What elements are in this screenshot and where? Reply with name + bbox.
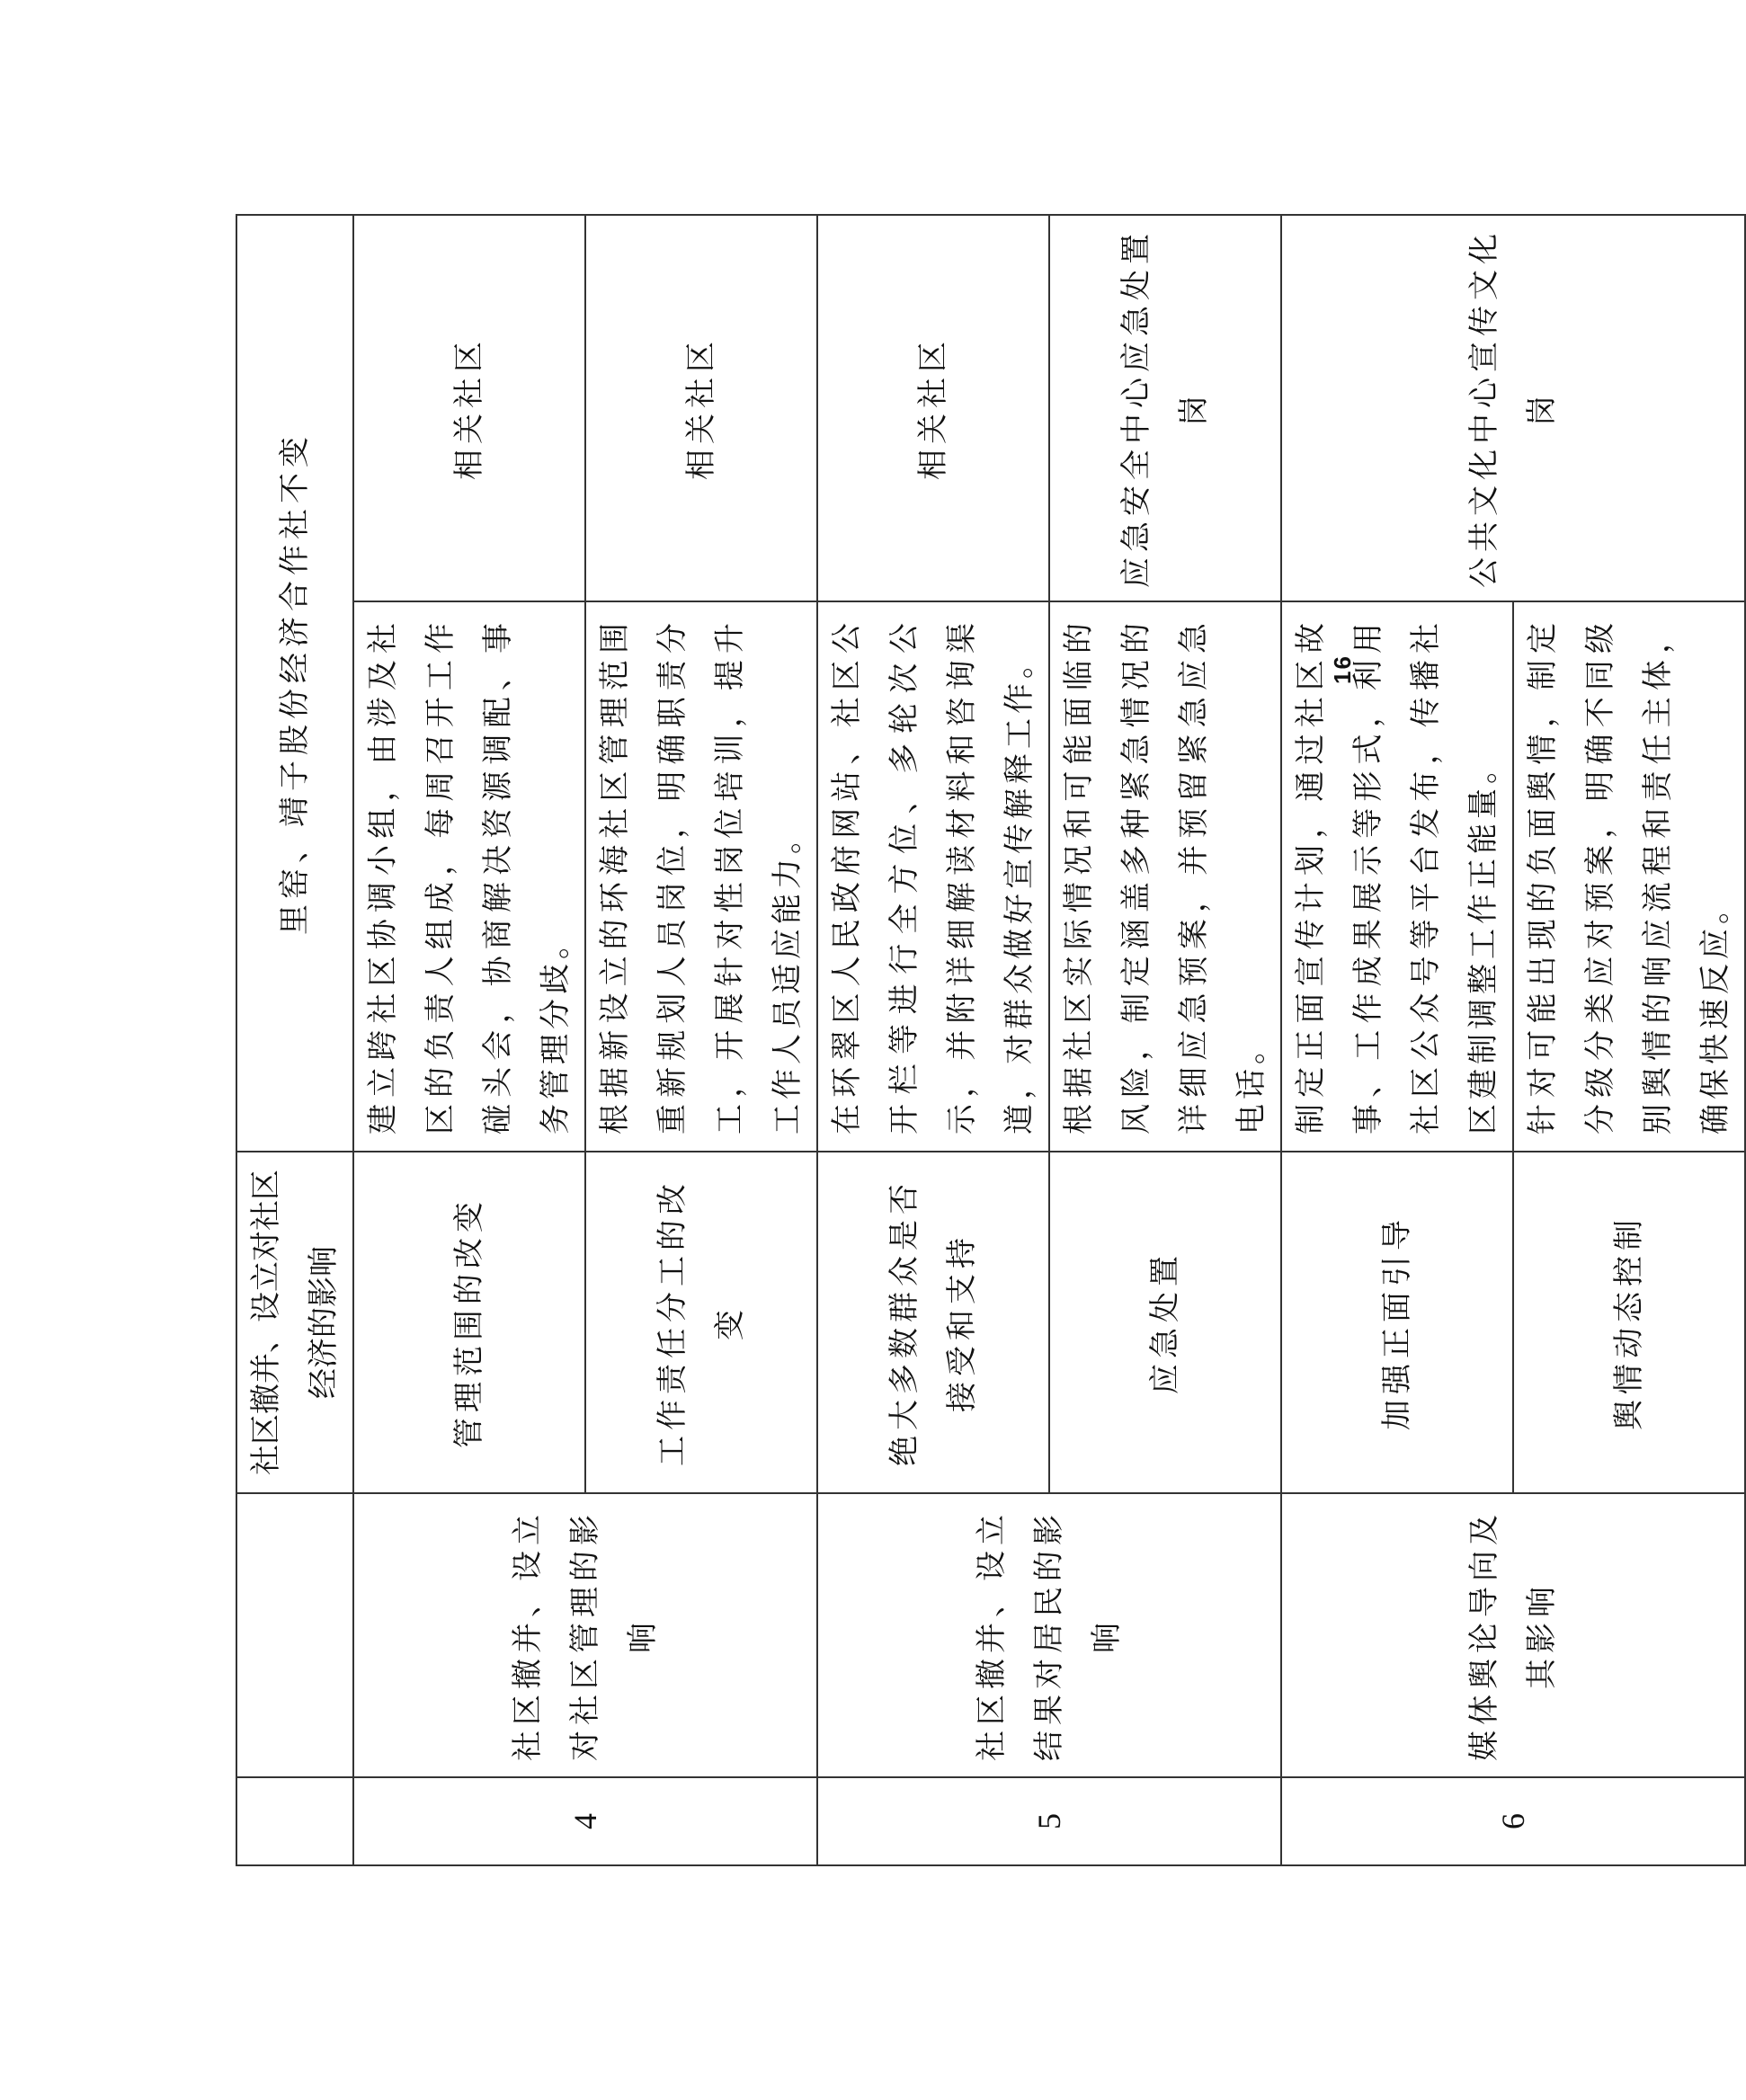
row-number: 5 bbox=[817, 1777, 1281, 1865]
row-issue: 舆情动态控制 bbox=[1513, 1152, 1745, 1493]
row-measure: 针对可能出现的负面舆情，制定分级分类应对预案，明确不同级别舆情的响应流程和责任主体，确保快速反应。 bbox=[1513, 601, 1745, 1152]
header-measure: 里窑、靖子股份经济合作社不变 bbox=[236, 215, 353, 1152]
row-category: 社区撤并、设立对社区管理的影响 bbox=[353, 1493, 817, 1777]
row-owner: 公共文化中心宣传文化岗 bbox=[1281, 215, 1745, 601]
table-header-row bbox=[236, 215, 353, 1865]
row-owner: 相关社区 bbox=[353, 215, 585, 601]
table-row bbox=[1281, 215, 1513, 1865]
row-issue: 管理范围的改变 bbox=[353, 1152, 585, 1493]
row-measure: 根据新设立的环海社区管理范围重新规划人员岗位，明确职责分工，开展针对性岗位培训，提升工作人员适应能力。 bbox=[585, 601, 817, 1152]
page-number: 16 bbox=[1329, 654, 1356, 684]
row-category: 媒体舆论导向及其影响 bbox=[1281, 1493, 1745, 1777]
header-blank-cell bbox=[236, 1777, 353, 1865]
row-category: 社区撤并、设立结果对居民的影响 bbox=[817, 1493, 1281, 1777]
row-number: 6 bbox=[1281, 1777, 1745, 1865]
row-owner: 相关社区 bbox=[817, 215, 1049, 601]
row-number: 4 bbox=[353, 1777, 817, 1865]
header-impact: 社区撤并、设立对社区经济的影响 bbox=[236, 1152, 353, 1493]
document-table bbox=[236, 214, 1746, 1866]
row-issue: 应急处置 bbox=[1049, 1152, 1281, 1493]
table-row bbox=[353, 215, 585, 1865]
row-issue: 加强正面引导 bbox=[1281, 1152, 1513, 1493]
row-measure: 在环翠区人民政府网站、社区公开栏等进行全方位、多轮次公示，并附详细解读材料和咨询渠道，对群众做好宣传解释工作。 bbox=[817, 601, 1049, 1152]
table-row bbox=[817, 215, 1049, 1865]
row-issue: 绝大多数群众是否接受和支持 bbox=[817, 1152, 1049, 1493]
row-issue: 工作责任分工的改变 bbox=[585, 1152, 817, 1493]
row-measure: 建立跨社区协调小组，由涉及社区的负责人组成，每周召开工作碰头会，协商解决资源调配、事务管理分歧。 bbox=[353, 601, 585, 1152]
row-measure: 制定正面宣传计划，通过社区故事、工作成果展示等形式，利用社区公众号等平台发布，传播社区建制调整工作正能量。 bbox=[1281, 601, 1513, 1152]
row-measure: 根据社区实际情况和可能面临的风险，制定涵盖多种紧急情况的详细应急预案，并预留紧急应急电话。 bbox=[1049, 601, 1281, 1152]
row-owner: 应急安全中心应急处置岗 bbox=[1049, 215, 1281, 601]
row-owner: 相关社区 bbox=[585, 215, 817, 601]
header-blank-cell bbox=[236, 1493, 353, 1777]
